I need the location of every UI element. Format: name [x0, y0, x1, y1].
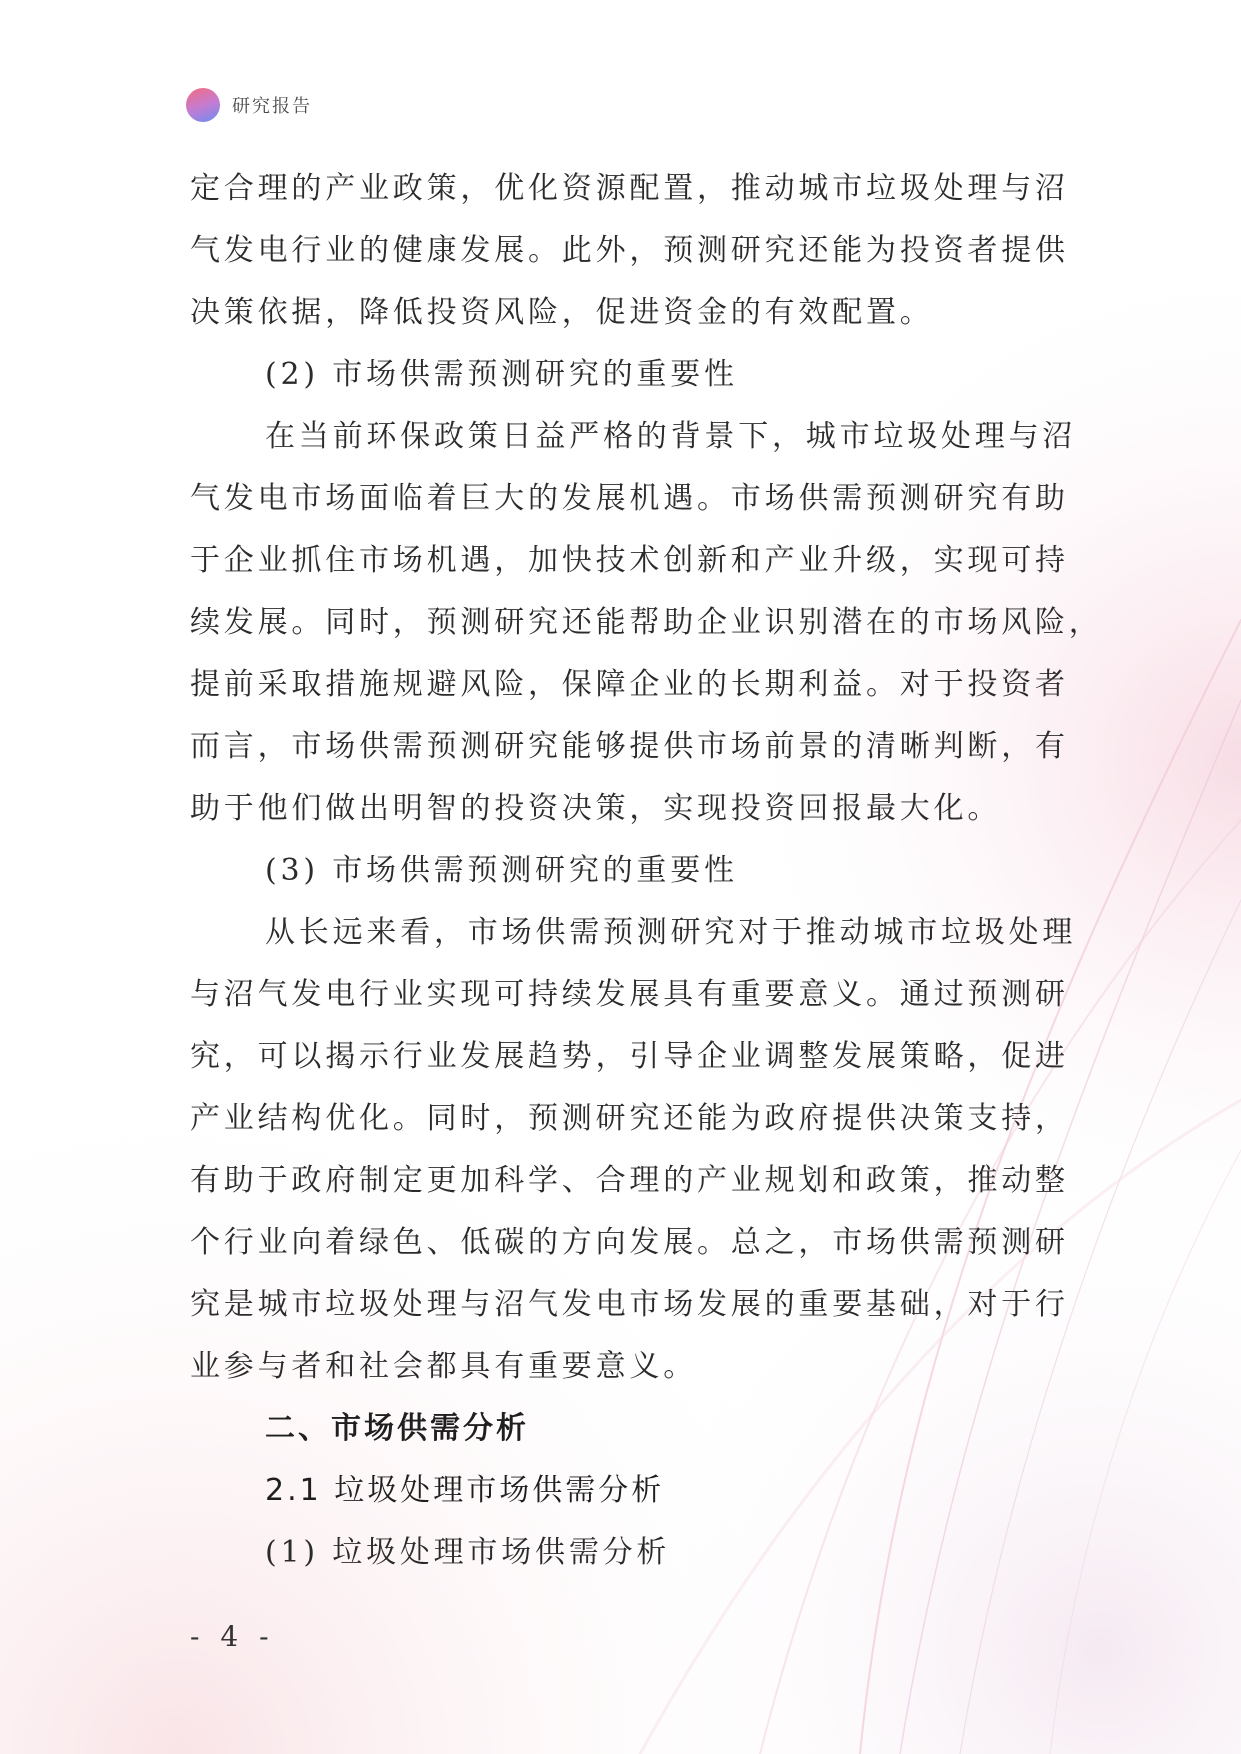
paragraph-line: 有助于政府制定更加科学、合理的产业规划和政策，推动整	[190, 1163, 1069, 1198]
paragraph-line: 气发电行业的健康发展。此外，预测研究还能为投资者提供	[190, 233, 1069, 268]
header-title: 研究报告	[232, 96, 312, 117]
paragraph-line: 于企业抓住市场机遇，加快技术创新和产业升级，实现可持	[190, 543, 1069, 578]
paragraph-line: 定合理的产业政策，优化资源配置，推动城市垃圾处理与沼	[190, 171, 1069, 206]
paragraph-line: 产业结构优化。同时，预测研究还能为政府提供决策支持，	[190, 1101, 1069, 1136]
paragraph-line: 在当前环保政策日益严格的背景下，城市垃圾处理与沼	[265, 419, 1077, 454]
paragraph-line: 个行业向着绿色、低碳的方向发展。总之，市场供需预测研	[190, 1225, 1069, 1260]
logo-icon	[186, 88, 220, 122]
paragraph-line: 而言，市场供需预测研究能够提供市场前景的清晰判断，有	[190, 729, 1069, 764]
subsection-heading: (1) 垃圾处理市场供需分析	[265, 1535, 671, 1570]
paragraph-line: 助于他们做出明智的投资决策，实现投资回报最大化。	[190, 791, 1002, 826]
paragraph-line: 究是城市垃圾处理与沼气发电市场发展的重要基础，对于行	[190, 1287, 1069, 1322]
subsection-title: 2.1 垃圾处理市场供需分析	[265, 1473, 665, 1508]
paragraph-line: 提前采取措施规避风险，保障企业的长期利益。对于投资者	[190, 667, 1069, 702]
section-heading: 二、市场供需分析	[265, 1411, 529, 1446]
paragraph-line: 气发电市场面临着巨大的发展机遇。市场供需预测研究有助	[190, 481, 1069, 516]
paragraph-line: 决策依据，降低投资风险，促进资金的有效配置。	[190, 295, 934, 330]
paragraph-line: 与沼气发电行业实现可持续发展具有重要意义。通过预测研	[190, 977, 1069, 1012]
paragraph-line: 续发展。同时，预测研究还能帮助企业识别潜在的市场风险，	[190, 605, 1103, 640]
subsection-heading: (2) 市场供需预测研究的重要性	[265, 357, 738, 392]
subsection-heading: (3) 市场供需预测研究的重要性	[265, 853, 738, 888]
page-number: - 4 -	[190, 1620, 275, 1653]
report-header	[186, 87, 312, 123]
paragraph-line: 究，可以揭示行业发展趋势，引导企业调整发展策略，促进	[190, 1039, 1069, 1074]
paragraph-line: 业参与者和社会都具有重要意义。	[190, 1349, 697, 1384]
document-body	[190, 158, 1103, 1584]
paragraph-line: 从长远来看，市场供需预测研究对于推动城市垃圾处理	[265, 915, 1077, 950]
